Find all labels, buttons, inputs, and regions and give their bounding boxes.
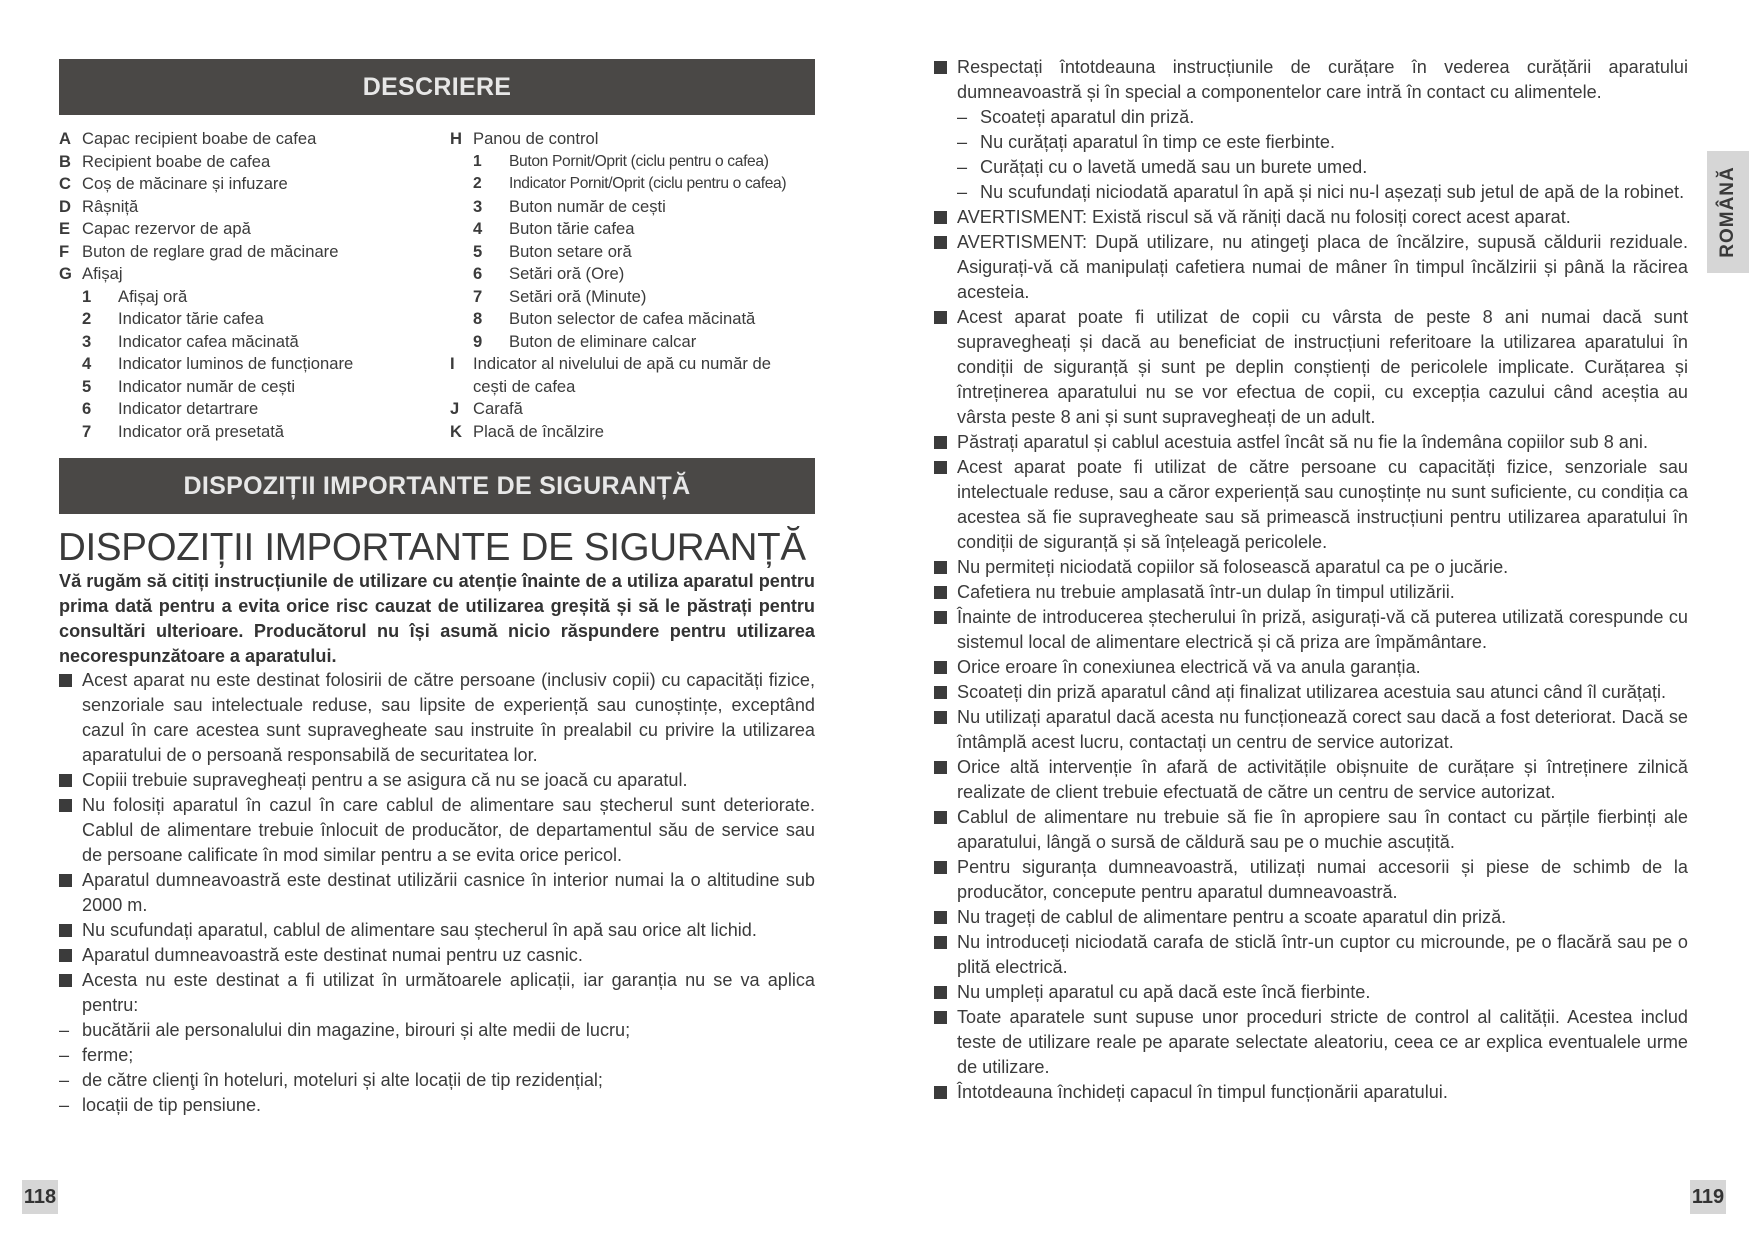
list-item	[59, 968, 815, 1118]
list-item: 1 Buton Pornit/Oprit (ciclu pentru o cafea)	[473, 152, 769, 170]
list-item: Cablul de alimentare nu trebuie să fie în apropiere sau în contact cu părțile fierbinți ale aparatului, lângă o sursă de căldură sau pe o muchie ascuțită.	[934, 805, 1688, 855]
list-item: 6 Setări oră (Ore)	[473, 264, 625, 283]
list-item: K Placă de încălzire	[450, 421, 604, 441]
list-item: 5 Indicator număr de cești	[82, 376, 296, 396]
list-item: Toate aparatele sunt supuse unor proceduri stricte de control al calității. Acestea includ teste de utilizare reale pe aparate selectate aleatoriu, ceea ce ar explica eventualele urme de utilizare.	[934, 1005, 1688, 1080]
dash-item: – Scoateți aparatul din priză.	[957, 105, 1688, 130]
dash-item: – de către clienţi în hoteluri, moteluri și alte locații de tip rezidențial;	[59, 1068, 815, 1093]
list-item: Acest aparat poate fi utilizat de către persoane cu capacități fizice, senzoriale sau intelectuale reduse, sau a căror experiență sau cunoștințe nu sunt suficiente, cu condiția ca acestea să fie supravegheate sau să primească instrucțiuni pentru utilizarea aparatului în condiții de siguranță și să înțeleagă pericolele.	[934, 455, 1688, 555]
list-item: Pentru siguranța dumneavoastră, utilizați numai accesorii și piese de schimb de la producător, concepute pentru aparatul dumneavoastră.	[934, 855, 1688, 905]
list-item: 5 Buton setare oră	[473, 241, 632, 261]
list-item: Păstrați aparatul și cablul acestuia astfel încât să nu fie la îndemâna copiilor sub 8 ani.	[934, 430, 1688, 455]
list-item: 1 Afișaj oră	[82, 286, 188, 306]
list-item: 4 Buton tărie cafea	[473, 219, 635, 238]
dash-list	[957, 105, 1688, 205]
dash-item: – ferme;	[59, 1043, 815, 1068]
left-page	[0, 0, 874, 1241]
list-item: H Panou de control	[450, 129, 599, 148]
list-item: Orice eroare în conexiunea electrică vă va anula garanția.	[934, 655, 1688, 680]
list-item: 2 Indicator Pornit/Oprit (ciclu pentru o cafea)	[473, 175, 787, 192]
dash-item: – locații de tip pensiune.	[59, 1093, 815, 1118]
list-item: 4 Indicator luminos de funcționare	[82, 354, 354, 373]
list-item: 7 Indicator oră presetată	[82, 421, 285, 441]
description-header: DESCRIERE	[59, 59, 815, 115]
list-item: A Capac recipient boabe de cafea	[59, 129, 317, 148]
list-item: Aparatul dumneavoastră este destinat numai pentru uz casnic.	[59, 943, 815, 968]
list-item: J Carafă	[450, 399, 523, 418]
list-item: AVERTISMENT: După utilizare, nu atingeţi placa de încălzire, supusă căldurii reziduale. Asigurați-vă că manipulați cafetiera numai de mâner în timpul încălzirii și până la răcirea acesteia.	[934, 230, 1688, 305]
list-item: Orice altă intervenție în afară de activitățile obișnuite de curățare și întreținere zilnică realizate de client trebuie efectuată de către un centru de service autorizat.	[934, 755, 1688, 805]
list-item: Acest aparat nu este destinat folosirii de către persoane (inclusiv copii) cu capacități fizice, senzoriale sau intelectuale reduse, sau lipsite de experiență sau cunoștințe, exceptând cazul în care acestea sunt supravegheate sau instruite în prealabil cu privire la utilizarea aparatului de o persoană responsabilă de securitatea lor.	[59, 668, 815, 768]
list-item: 6 Indicator detartrare	[82, 399, 259, 418]
safety-header: DISPOZIȚII IMPORTANTE DE SIGURANȚĂ	[59, 458, 815, 514]
page-number: 118	[22, 1180, 58, 1214]
list-item: Acest aparat poate fi utilizat de copii cu vârsta de peste 8 ani numai dacă sunt supravegheați și dacă au beneficiat de instrucțiuni referitoare la utilizarea aparatului în condiții de siguranță și sunt pe deplin conștienți de pericolele implicate. Curățarea și întreținerea aparatului nu se vor efectua de copii, cu excepția cazului când aceștia au vârsta peste 8 ani și sunt supravegheați de un adult.	[934, 305, 1688, 430]
list-item: Scoateți din priză aparatul când ați finalizat utilizarea acestuia sau atunci când îl curățați.	[934, 680, 1688, 705]
list-item: AVERTISMENT: Există riscul să vă răniți dacă nu folosiți corect acest aparat.	[934, 205, 1688, 230]
page-number: 119	[1690, 1180, 1726, 1214]
list-item: Nu introduceți niciodată carafa de sticlă într-un cuptor cu microunde, pe o flacără sau pe o plită electrică.	[934, 930, 1688, 980]
description-list-left	[59, 128, 439, 443]
list-item: 3 Buton număr de cești	[473, 196, 666, 216]
list-item: 7 Setări oră (Minute)	[473, 286, 647, 306]
list-item: C Coș de măcinare și infuzare	[59, 174, 288, 193]
list-item: Aparatul dumneavoastră este destinat utilizării casnice în interior numai la o altitudine sub 2000 m.	[59, 868, 815, 918]
list-item: Nu scufundați aparatul, cablul de alimentare sau ștecherul în apă sau orice alt lichid.	[59, 918, 815, 943]
list-item: E Capac rezervor de apă	[59, 219, 251, 238]
list-item: 9 Buton de eliminare calcar	[473, 331, 697, 351]
list-item-continuation: cești de cafea	[473, 376, 576, 396]
list-item: Respectați întotdeauna instrucțiunile de curățare în vederea curățării aparatului dumneavoastră și în special a componentelor care intră în contact cu alimentele.	[934, 55, 1688, 105]
dash-item: – bucătării ale personalului din magazine, birouri și alte medii de lucru;	[59, 1018, 815, 1043]
list-item: Cafetiera nu trebuie amplasată într-un dulap în timpul utilizării.	[934, 580, 1688, 605]
dash-item: – Nu curățați aparatul în timp ce este fierbinte.	[957, 130, 1688, 155]
list-item: Nu permiteți niciodată copiilor să folosească aparatul ca pe o jucărie.	[934, 555, 1688, 580]
list-item: D Râșniță	[59, 196, 139, 216]
dash-item: – Curățați cu o lavetă umedă sau un burete umed.	[957, 155, 1688, 180]
list-item: Înainte de introducerea ștecherului în priză, asigurați-vă că puterea utilizată corespunde cu sistemul local de alimentare electrică și că priza are împământare.	[934, 605, 1688, 655]
language-tab-label: ROMÂNĂ	[1717, 166, 1738, 258]
list-item: 8 Buton selector de cafea măcinată	[473, 309, 756, 328]
safety-bullets-right	[934, 55, 1688, 1105]
list-item: Nu umpleți aparatul cu apă dacă este încă fierbinte.	[934, 980, 1688, 1005]
list-item: Nu utilizați aparatul dacă acesta nu funcționează corect sau dacă a fost deteriorat. Dacă se întâmplă acest lucru, contactați un centru de service autorizat.	[934, 705, 1688, 755]
safety-bullets-left	[59, 668, 815, 1118]
list-item: 3 Indicator cafea măcinată	[82, 331, 299, 351]
list-item: G Afișaj	[59, 264, 123, 283]
list-item: 2 Indicator tărie cafea	[82, 309, 264, 328]
dash-item: – Nu scufundați niciodată aparatul în apă și nici nu-l așezați sub jetul de apă de la robinet.	[957, 180, 1688, 205]
dash-group	[934, 105, 1688, 205]
list-item: I Indicator al nivelului de apă cu număr de	[450, 354, 771, 373]
description-list-right	[450, 128, 830, 443]
list-item: Întotdeauna închideți capacul în timpul funcționării aparatului.	[934, 1080, 1688, 1105]
list-item: B Recipient boabe de cafea	[59, 151, 271, 171]
dash-list	[59, 1018, 815, 1118]
language-tab	[1707, 151, 1749, 273]
list-item: Copiii trebuie supravegheați pentru a se asigura că nu se joacă cu aparatul.	[59, 768, 815, 793]
list-item: F Buton de reglare grad de măcinare	[59, 241, 339, 261]
safety-title: DISPOZIȚII IMPORTANTE DE SIGURANȚĂ	[58, 526, 806, 569]
list-item: Nu folosiți aparatul în cazul în care cablul de alimentare sau ștecherul sunt deteriorate. Cablul de alimentare trebuie înlocuit de producător, de departamentul său de service sau de persoane calificate în mod similar pentru a se evita orice pericol.	[59, 793, 815, 868]
right-page	[874, 0, 1749, 1241]
list-item-text: Acesta nu este destinat a fi utilizat în următoarele aplicații, iar garanția nu se va aplica pentru:	[82, 970, 815, 1015]
safety-intro: Vă rugăm să citiți instrucțiunile de utilizare cu atenție înainte de a utiliza aparatul pentru prima dată pentru a evita orice risc cauzat de utilizarea greșită și să le păstrați pentru consultări ulterioare. Producătorul nu își asumă nicio răspundere pentru utilizarea necorespunzătoare a aparatului.	[59, 571, 815, 666]
list-item: Nu trageți de cablul de alimentare pentru a scoate aparatul din priză.	[934, 905, 1688, 930]
